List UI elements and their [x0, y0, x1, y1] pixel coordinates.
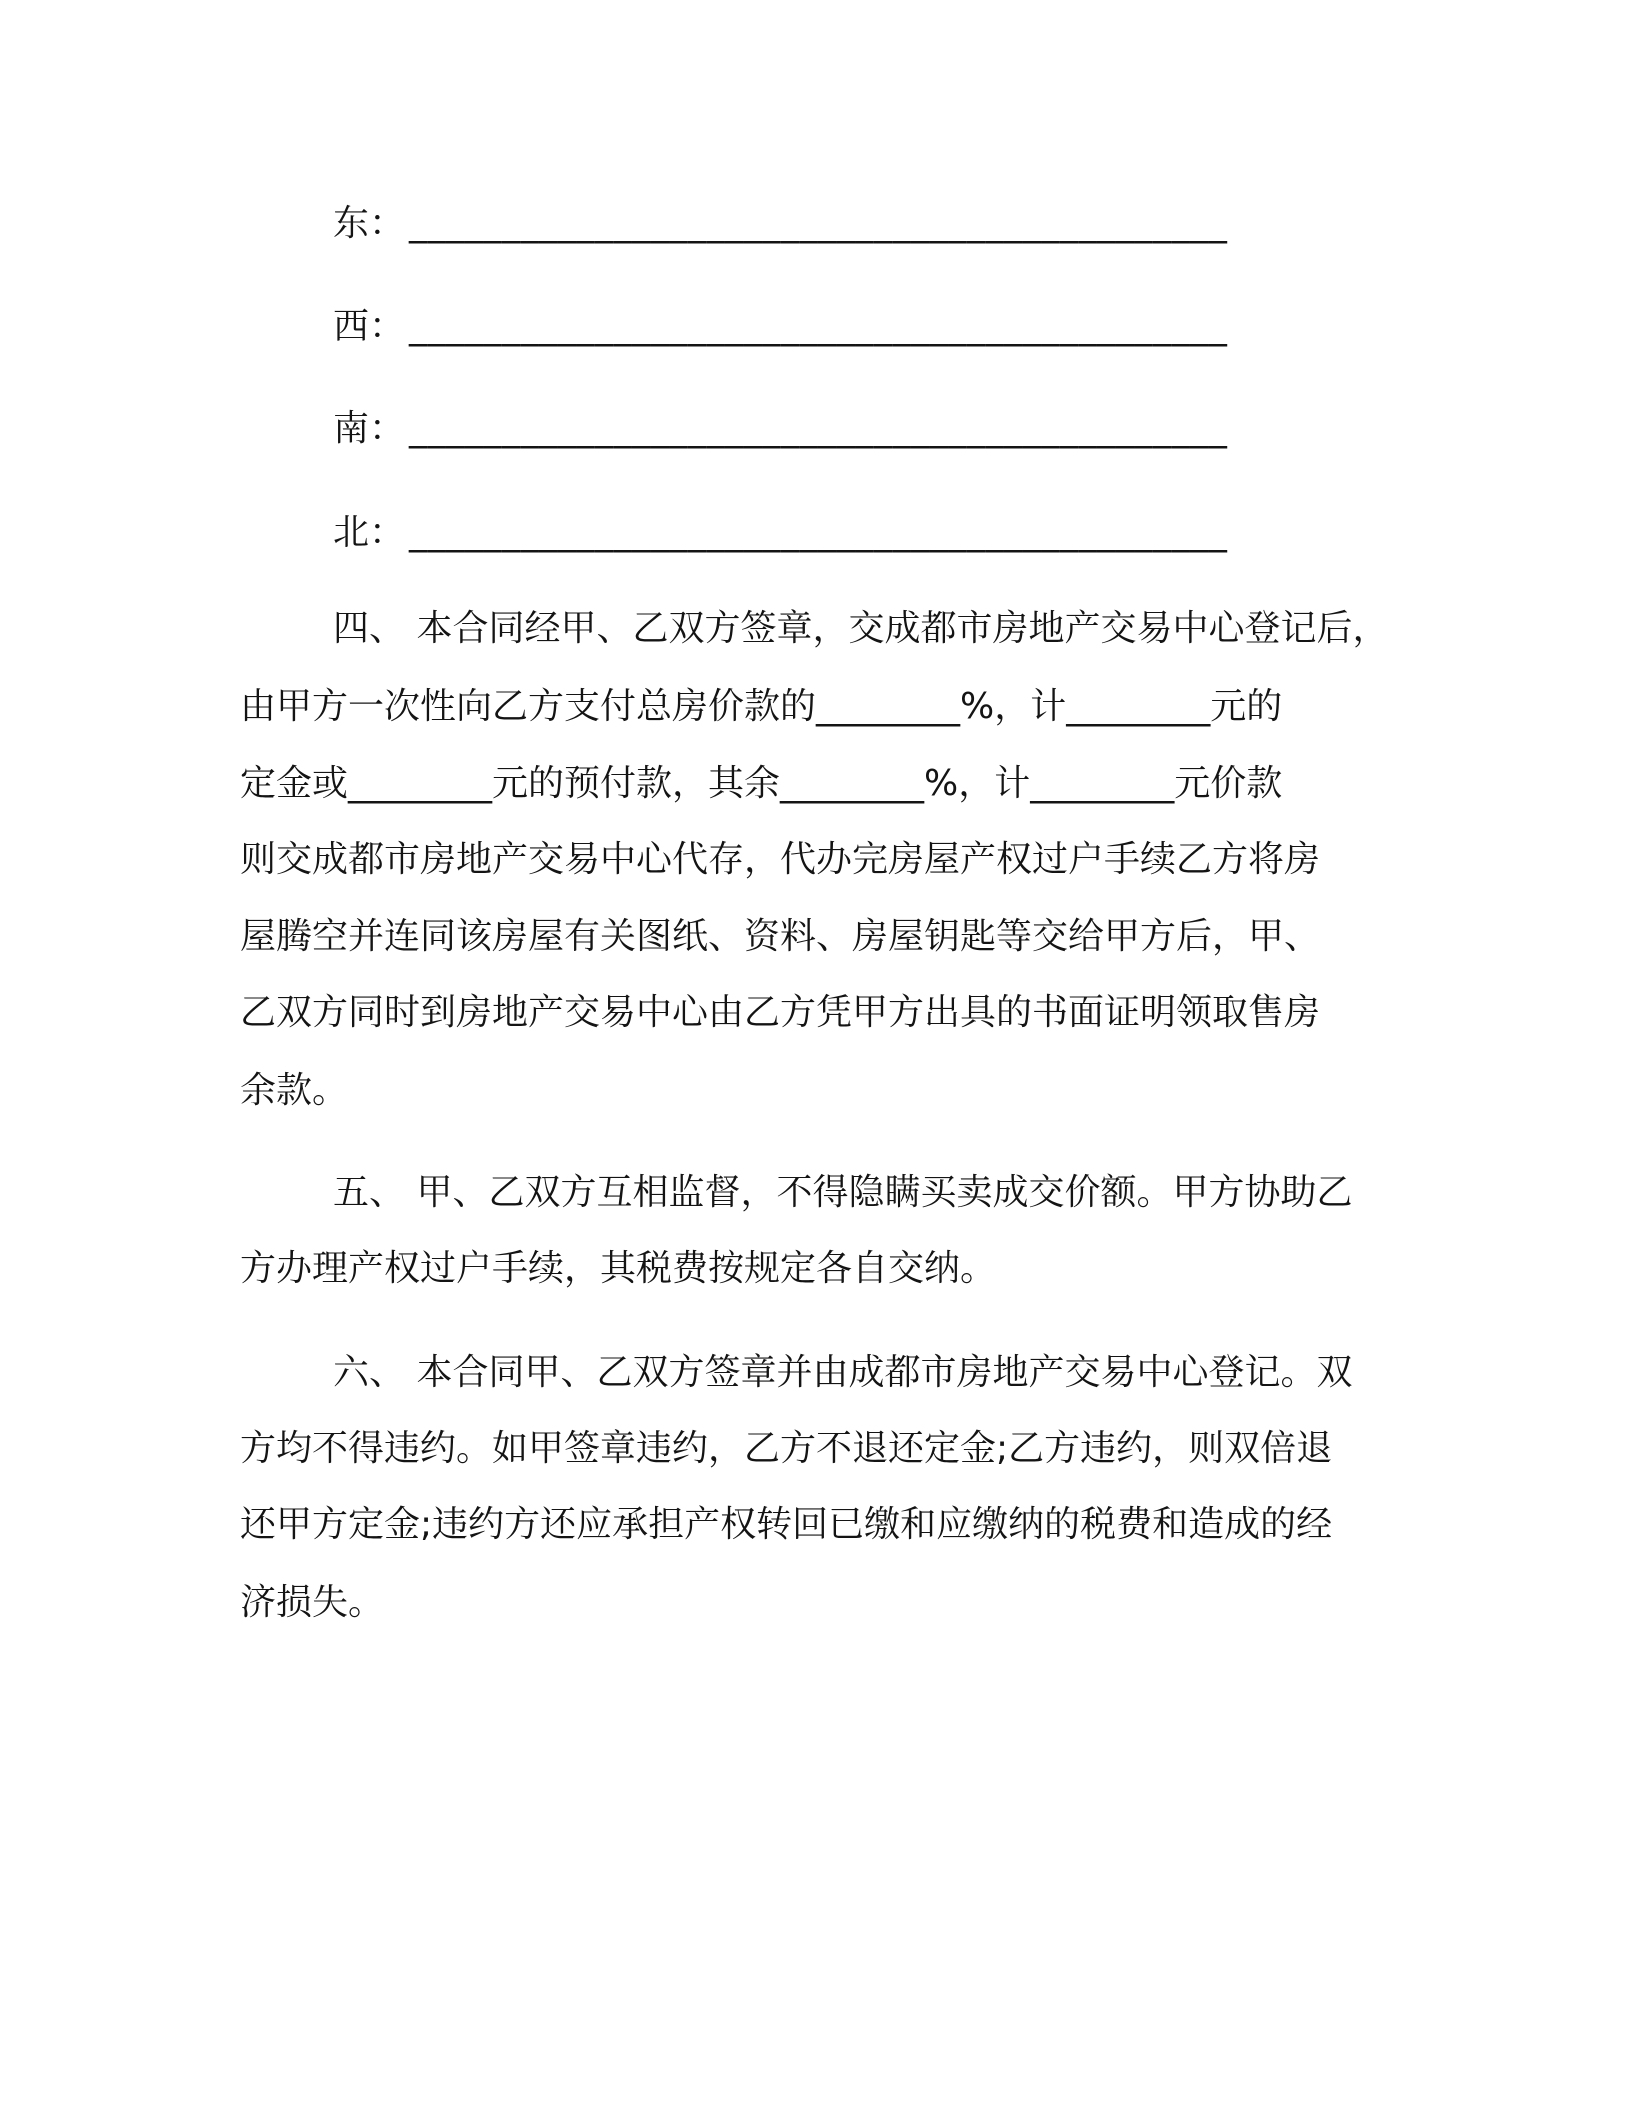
boundary-blank: ____________________________________________ — [409, 408, 1228, 449]
boundary-label: 北： — [333, 512, 406, 553]
boundary-blank: ____________________________________________ — [409, 306, 1228, 347]
paragraph-line: 定金或________元的预付款，其余________%，计________元价款 — [240, 763, 1283, 804]
boundary-north — [333, 509, 1227, 557]
boundary-label: 西： — [333, 306, 406, 347]
boundary-east — [333, 200, 1227, 248]
boundary-blank: ____________________________________________ — [409, 512, 1228, 553]
paragraph-line: 济损失。 — [240, 1582, 385, 1623]
paragraph-line: 由甲方一次性向乙方支付总房价款的________%，计________元的 — [240, 686, 1283, 727]
paragraph-line: 余款。 — [240, 1070, 349, 1111]
paragraph-line: 则交成都市房地产交易中心代存，代办完房屋产权过户手续乙方将房 — [240, 839, 1321, 880]
paragraph-line: 四、 本合同经甲、乙双方签章，交成都市房地产交易中心登记后， — [333, 608, 1389, 649]
boundary-west — [333, 303, 1227, 351]
paragraph-line: 方办理产权过户手续，其税费按规定各自交纳。 — [240, 1248, 997, 1289]
boundary-label: 东： — [333, 203, 406, 244]
paragraph-line: 五、 甲、乙双方互相监督，不得隐瞒买卖成交价额。甲方协助乙 — [333, 1172, 1353, 1213]
paragraph-line: 屋腾空并连同该房屋有关图纸、资料、房屋钥匙等交给甲方后，甲、 — [240, 916, 1321, 957]
paragraph-line: 还甲方定金;违约方还应承担产权转回已缴和应缴纳的税费和造成的经 — [240, 1504, 1333, 1545]
boundary-label: 南： — [333, 408, 406, 449]
paragraph-line: 六、 本合同甲、乙双方签章并由成都市房地产交易中心登记。双 — [333, 1352, 1353, 1393]
paragraph-line: 方均不得违约。如甲签章违约，乙方不退还定金;乙方违约，则双倍退 — [240, 1428, 1333, 1469]
boundary-south — [333, 405, 1227, 453]
paragraph-line: 乙双方同时到房地产交易中心由乙方凭甲方出具的书面证明领取售房 — [240, 992, 1321, 1033]
boundary-blank: ____________________________________________ — [409, 203, 1228, 244]
